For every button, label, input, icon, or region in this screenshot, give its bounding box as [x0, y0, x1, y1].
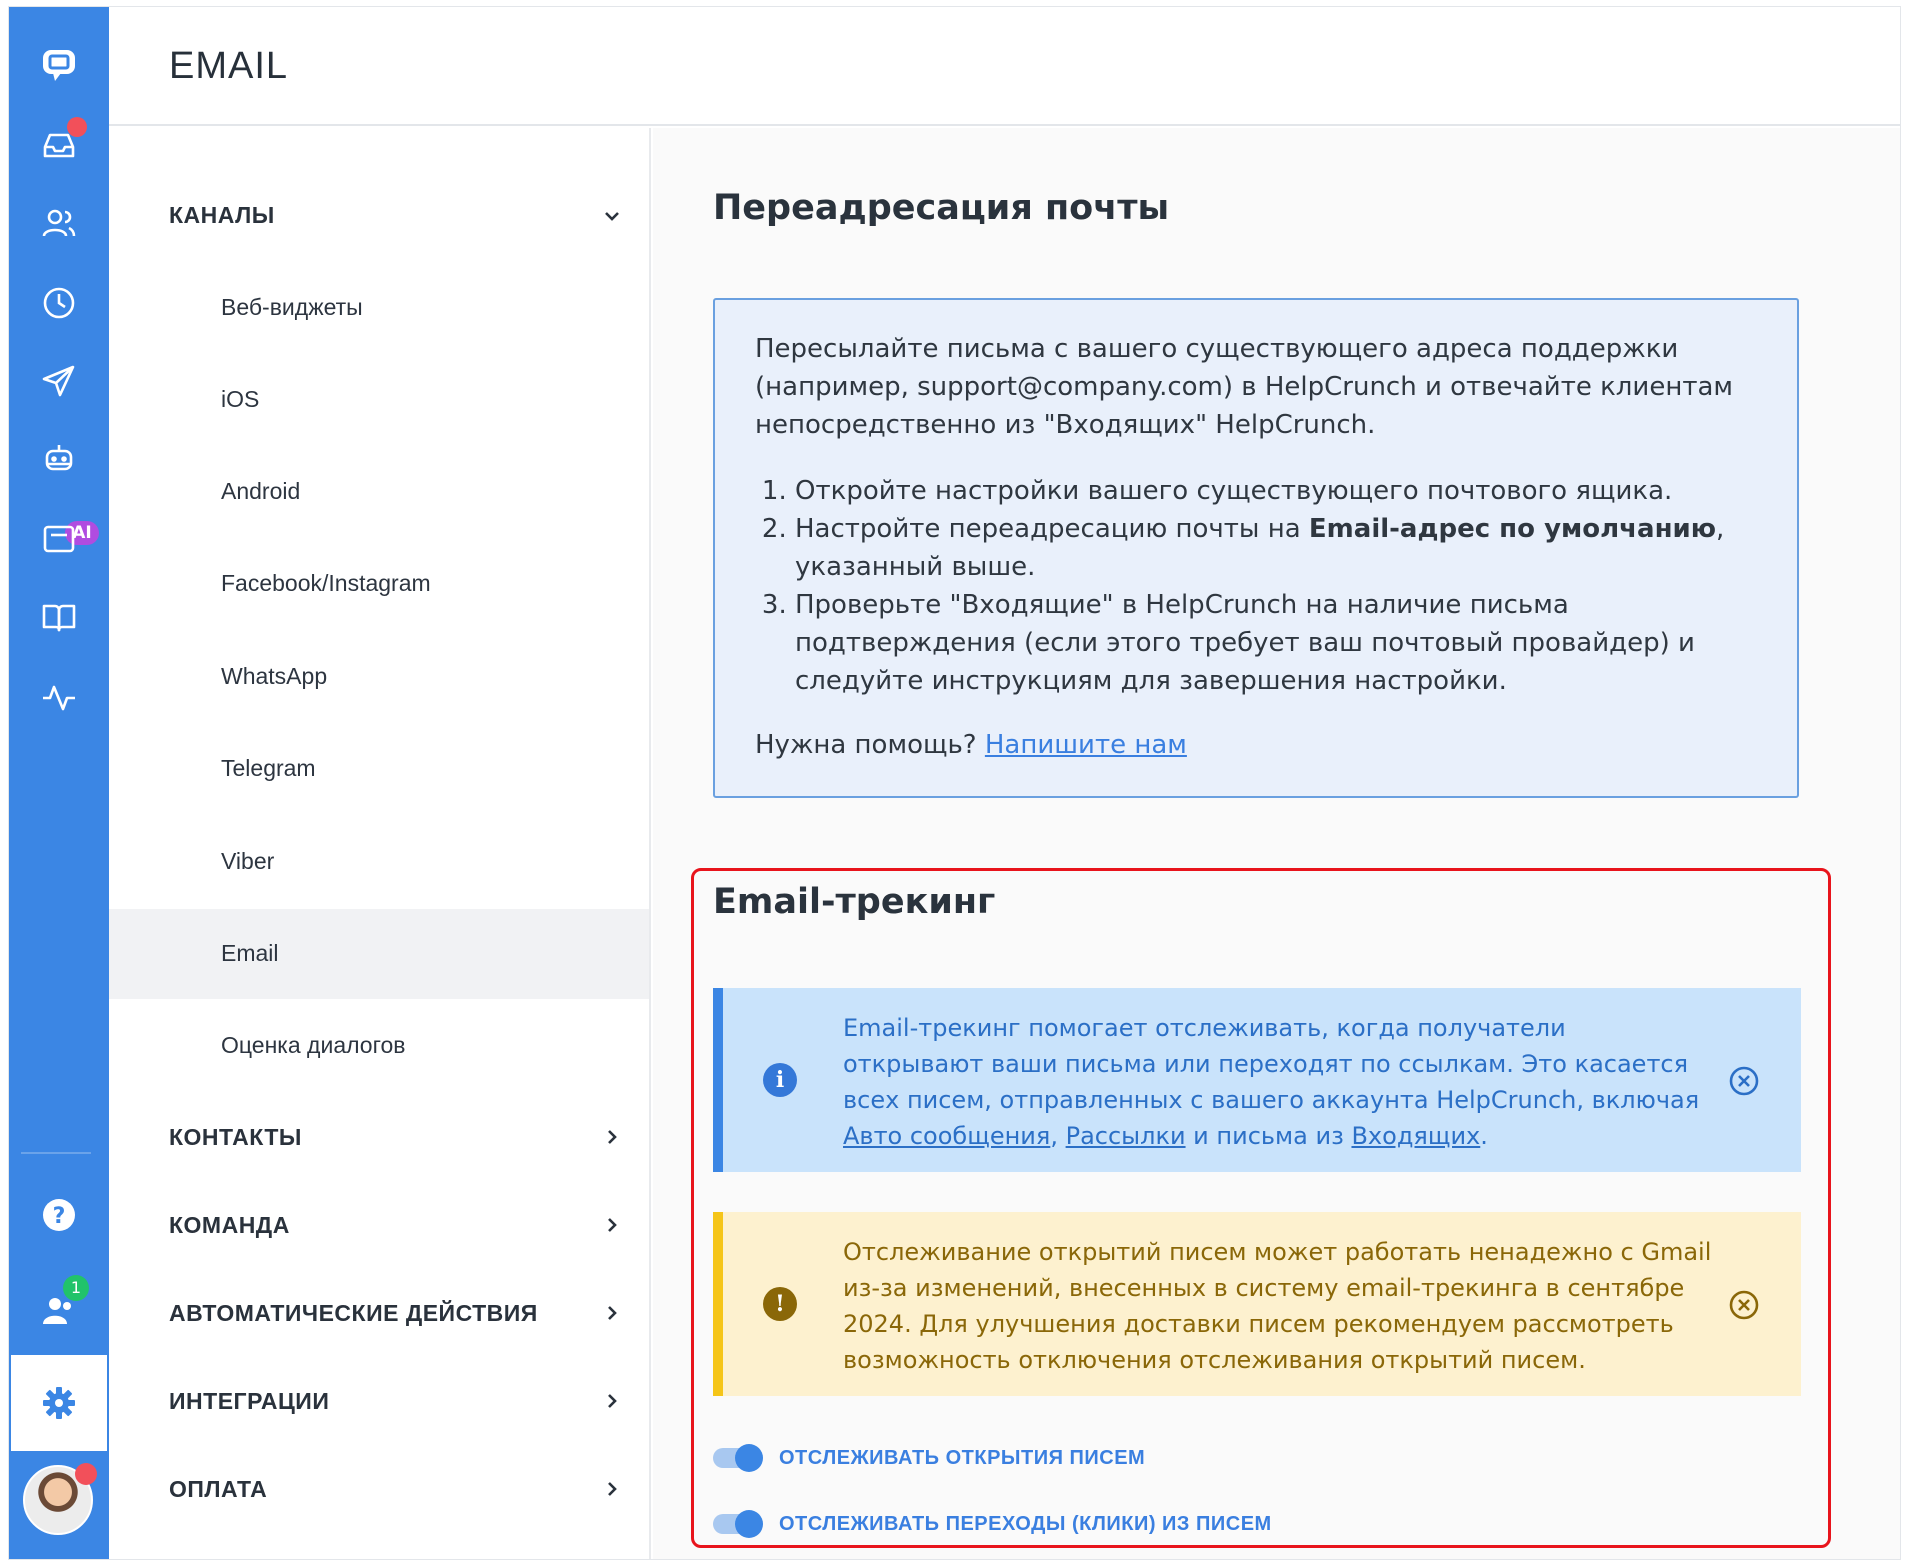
help-question-icon[interactable] — [33, 1189, 85, 1241]
knowledge-base-book-icon[interactable] — [33, 591, 85, 643]
menu-section-automation[interactable]: АВТОМАТИЧЕСКИЕ ДЕЙСТВИЯ — [169, 1300, 538, 1326]
track-clicks-toggle[interactable] — [713, 1512, 765, 1536]
chevron-down-icon[interactable] — [601, 205, 623, 227]
settings-gear-icon[interactable] — [11, 1355, 107, 1451]
menu-item-email[interactable]: Email — [221, 940, 279, 966]
help-line: Нужна помощь? Напишите нам — [755, 730, 1187, 760]
menu-item-android[interactable]: Android — [221, 478, 301, 504]
rail-divider — [21, 1152, 91, 1154]
app-window — [8, 6, 1901, 1560]
history-clock-icon[interactable] — [33, 277, 85, 329]
forwarding-step-3: 3. Проверьте "Входящие" в HelpCrunch на наличие письма подтверждения (если этого требует ваш почтовый провайдер) и следуйте инструкциям для завершения настройки. — [795, 586, 1757, 700]
menu-section-billing[interactable]: ОПЛАТА — [169, 1476, 268, 1502]
close-circle-icon[interactable] — [1727, 1288, 1761, 1322]
ai-bot-icon[interactable] — [33, 433, 85, 485]
track-opens-toggle[interactable] — [713, 1446, 765, 1470]
track-opens-label[interactable]: ОТСЛЕЖИВАТЬ ОТКРЫТИЯ ПИСЕМ — [779, 1447, 1146, 1469]
forwarding-intro: Пересылайте письма с вашего существующего адреса поддержки (например, support@company.com) в HelpCrunch и отвечайте клиентам непосредственно из "Входящих" HelpCrunch. — [755, 334, 1734, 440]
auto-messages-link[interactable]: Авто сообщения — [843, 1122, 1051, 1150]
forwarding-step-2: 2. Настройте переадресацию почты на Email-адрес по умолчанию, указанный выше. — [795, 510, 1757, 586]
activity-pulse-icon[interactable] — [33, 671, 85, 723]
chevron-right-icon[interactable] — [601, 1126, 623, 1148]
menu-item-web-widgets[interactable]: Веб-виджеты — [221, 294, 363, 320]
chevron-right-icon[interactable] — [601, 1214, 623, 1236]
info-text: Email-трекинг помогает отслеживать, когда получатели открывают ваши письма или переходят по ссылкам. Это касается всех писем, отправленных с вашего аккаунта HelpCrunch, включая Авто сообщения, Рассылки и письма из Входящих. — [843, 1014, 1700, 1150]
chat-logo-icon[interactable] — [33, 39, 85, 91]
contact-us-link[interactable]: Напишите нам — [984, 730, 1187, 760]
menu-item-ios[interactable]: iOS — [221, 386, 260, 412]
forwarding-instructions — [713, 298, 1799, 798]
toggle-knob — [735, 1510, 763, 1538]
menu-section-contacts[interactable]: КОНТАКТЫ — [169, 1124, 302, 1150]
contacts-icon[interactable] — [33, 197, 85, 249]
inbox-notification-dot — [67, 117, 87, 137]
info-icon: i — [763, 1063, 797, 1097]
menu-item-facebook-instagram[interactable]: Facebook/Instagram — [221, 570, 431, 596]
menu-section-integrations[interactable]: ИНТЕГРАЦИИ — [169, 1388, 330, 1414]
tracking-warning-alert — [713, 1212, 1801, 1396]
menu-item-viber[interactable]: Viber — [221, 848, 275, 874]
forwarding-title: Переадресация почты — [713, 188, 1170, 228]
inbox-link[interactable]: Входящих — [1351, 1122, 1481, 1150]
chevron-right-icon[interactable] — [601, 1478, 623, 1500]
menu-section-team[interactable]: КОМАНДА — [169, 1212, 290, 1238]
campaigns-link[interactable]: Рассылки — [1065, 1122, 1186, 1150]
warning-accent-bar — [713, 1212, 723, 1396]
settings-menu — [109, 128, 651, 1559]
chevron-right-icon[interactable] — [601, 1302, 623, 1324]
menu-item-email-active-bg[interactable] — [109, 909, 649, 999]
nav-rail — [9, 7, 109, 1559]
page-header — [109, 7, 1900, 126]
svg-text:?: ? — [52, 1204, 66, 1229]
tracking-title: Email-трекинг — [713, 882, 996, 922]
toggle-knob — [735, 1444, 763, 1472]
widget-window-icon[interactable] — [33, 513, 85, 565]
send-icon[interactable] — [33, 355, 85, 407]
tracking-highlight-frame — [691, 868, 1831, 1548]
menu-item-telegram[interactable]: Telegram — [221, 755, 316, 781]
menu-item-dialog-rating[interactable]: Оценка диалогов — [221, 1032, 406, 1058]
forwarding-steps — [795, 472, 1757, 700]
track-clicks-label[interactable]: ОТСЛЕЖИВАТЬ ПЕРЕХОДЫ (КЛИКИ) ИЗ ПИСЕМ — [779, 1513, 1272, 1535]
menu-section-channels[interactable]: КАНАЛЫ — [169, 202, 275, 228]
ai-badge: AI — [65, 521, 99, 545]
forwarding-step-1: 1. Откройте настройки вашего существующего почтового ящика. — [795, 472, 1757, 510]
warning-exclamation-icon: ! — [763, 1287, 797, 1321]
avatar-notification-dot — [75, 1463, 97, 1485]
settings-content — [653, 128, 1900, 1559]
team-badge: 1 — [63, 1275, 89, 1301]
chevron-right-icon[interactable] — [601, 1390, 623, 1412]
warning-text: Отслеживание открытий писем может работать ненадежно с Gmail из-за изменений, внесенных в систему email-трекинга в сентябре 2024. Для улучшения доставки писем рекомендуем рассмотреть возможность отключения отслеживания открытий писем. — [843, 1238, 1712, 1374]
info-accent-bar — [713, 988, 723, 1172]
page-title: EMAIL — [169, 45, 289, 87]
close-circle-icon[interactable] — [1727, 1064, 1761, 1098]
menu-item-whatsapp[interactable]: WhatsApp — [221, 663, 328, 689]
tracking-info-alert — [713, 988, 1801, 1172]
